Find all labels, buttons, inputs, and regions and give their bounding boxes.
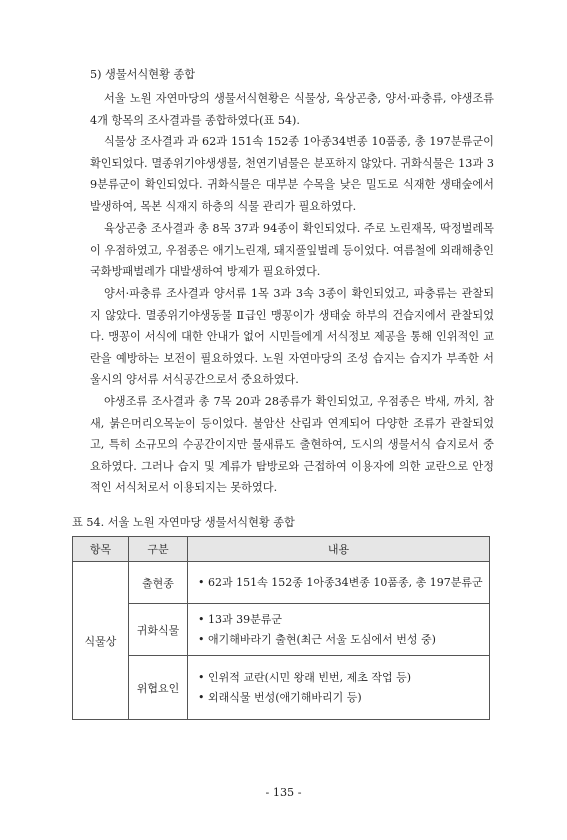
row-content [188, 562, 490, 604]
paragraph-amphibians: 양서·파충류 조사결과 양서류 1목 3과 3속 3종이 확인되었고, 파충류는 관찰되지 않았다. 멸종위기야생동물 Ⅱ급인 맹꽁이가 생태숲 하부의 건습지에서 관찰되었다. 맹꽁이 서식에 대한 안내가 없어 시민들에게 서식정보 제공을 통해 인위적인 교란을 예방하는 보전이 필요하였다. 노원 자연마당의 조성 습지는 습지가 부족한 서울시의 양서류 서식공간으로서 중요하였다. [90, 287, 494, 386]
row-content [188, 604, 490, 656]
header-content: 내용 [188, 537, 490, 562]
bullet-item: • 외래식물 번성(애기해바리기 등) [198, 690, 362, 704]
header-division: 구분 [129, 537, 188, 562]
paragraph-insects: 육상곤충 조사결과 총 8목 37과 94종이 확인되었다. 주로 노린재목, 딱정벌레목이 우점하였고, 우점종은 애기노린재, 돼지풀잎벌레 등이었다. 여름철에 외래해충인 국화방패벌레가 대발생하여 방제가 필요하였다. [90, 222, 494, 278]
paragraph-birds: 야생조류 조사결과 총 7목 20과 28종류가 확인되었고, 우점종은 박새, 까치, 참새, 붉은머리오목눈이 등이었다. 불암산 산림과 연계되어 다양한 조류가 관찰되었고, 특히 소규모의 수공간이지만 물새류도 출현하여, 도시의 생물서식 습지로서 중요하였다. 그러나 습지 및 계류가 탐방로와 근접하여 이용자에 의한 교란으로 안정적인 서식처로서 이용되지는 못하였다. [90, 395, 494, 494]
table-header-row [73, 537, 490, 562]
row-label: 위협요인 [129, 656, 188, 720]
table-row [73, 656, 490, 720]
paragraph-summary: 서울 노원 자연마당의 생물서식현황은 식물상, 육상곤충, 양서·파충류, 야생조류 4개 항목의 조사결과를 종합하였다(표 54). [90, 92, 494, 127]
bullet-item: • 13과 39분류군 [198, 612, 282, 626]
row-label: 귀화식물 [129, 604, 188, 656]
section-heading: 5) 생물서식현황 종합 [90, 68, 196, 81]
row-content [188, 656, 490, 720]
header-item: 항목 [73, 537, 129, 562]
table-row [73, 604, 490, 656]
page-number: - 135 - [265, 786, 302, 799]
bullet-item: • 인위적 교란(시민 왕래 빈번, 제초 작업 등) [198, 670, 412, 684]
bullet-item: • 애기해바라기 출현(최근 서울 도심에서 번성 중) [198, 632, 436, 646]
row-label: 출현종 [129, 562, 188, 604]
paragraph-flora: 식물상 조사결과 과 62과 151속 152종 1아종34변종 10품종, 총 197분류군이 확인되었다. 멸종위기야생생물, 천연기념물은 분포하지 않았다. 귀화식물은 13과 39분류군이 확인되었다. 귀화식물은 대부분 수목을 낮은 밀도로 식재한 생태숲에서 발생하여, 목본 식재지 하층의 식물 관리가 필요하였다. [90, 135, 494, 213]
habitat-summary-table [72, 536, 490, 720]
bullet-item: • 62과 151속 152종 1아종34변종 10품종, 총 197분류군 [198, 575, 483, 589]
category-cell: 식물상 [73, 562, 129, 720]
table-caption: 표 54. 서울 노원 자연마당 생물서식현황 종합 [72, 516, 295, 529]
table-row [73, 562, 490, 604]
